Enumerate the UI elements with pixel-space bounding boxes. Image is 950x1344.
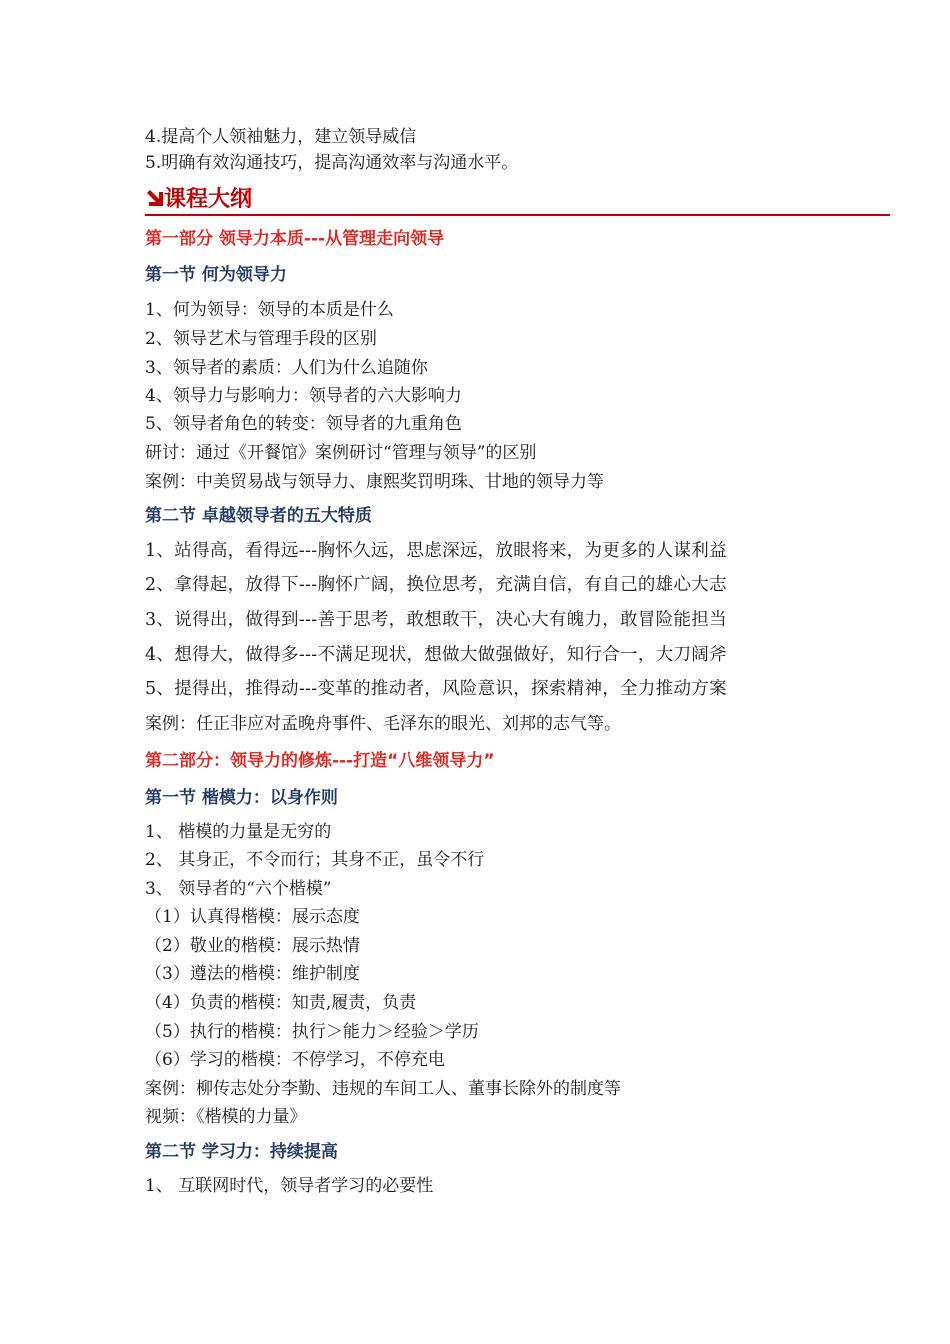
intro-item: 4.提高个人领袖魅力，建立领导威信 [145,127,417,147]
list-item: （5）执行的楷模：执行＞能力＞经验＞学历 [145,1022,479,1042]
list-item: 3、说得出，做得到---善于思考，敢想敢干，决心大有魄力，敢冒险能担当 [145,610,727,630]
list-item: （6）学习的楷模：不停学习，不停充电 [145,1050,445,1070]
list-item: 5、领导者角色的转变：领导者的九重角色 [145,414,462,434]
list-item: 1、何为领导：领导的本质是什么 [145,300,394,320]
list-item: 2、 其身正，不令而行；其身不正，虽令不行 [145,850,485,870]
list-item: （2）敬业的楷模：展示热情 [145,936,360,956]
list-item: 案例：任正非应对孟晚舟事件、毛泽东的眼光、刘邦的志气等。 [145,714,621,734]
intro-item: 5.明确有效沟通技巧，提高沟通效率与沟通水平。 [145,153,519,173]
section-title: 第一节 何为领导力 [145,265,287,285]
section-title: 第一节 楷模力：以身作则 [145,788,338,808]
list-item: 4、领导力与影响力：领导者的六大影响力 [145,386,462,406]
list-item: 1、 互联网时代，领导者学习的必要性 [145,1176,434,1196]
list-item: 3、 领导者的“六个楷模” [145,879,332,899]
section-title: 第二节 卓越领导者的五大特质 [145,506,372,526]
list-item: 3、领导者的素质：人们为什么追随你 [145,358,428,378]
list-item: 2、拿得起，放得下---胸怀广阔，换位思考，充满自信，有自己的雄心大志 [145,575,727,595]
list-item: 案例：中美贸易战与领导力、康熙奖罚明珠、甘地的领导力等 [145,472,604,492]
list-item: 研讨：通过《开餐馆》案例研讨“管理与领导”的区别 [145,443,537,463]
list-item: 1、 楷模的力量是无穷的 [145,822,332,842]
part-title: 第一部分 领导力本质---从管理走向领导 [145,229,445,249]
outline-heading [145,186,890,216]
list-item: （3）遵法的楷模：维护制度 [145,964,360,984]
list-item: 视频：《楷模的力量》 [145,1107,307,1127]
list-item: （4）负责的楷模：知责,履责，负责 [145,993,417,1013]
list-item: 2、领导艺术与管理手段的区别 [145,329,377,349]
section-title: 第二节 学习力：持续提高 [145,1142,338,1162]
arrow-down-right-icon [145,188,165,210]
list-item: 4、想得大，做得多---不满足现状，想做大做强做好，知行合一，大刀阔斧 [145,645,727,665]
list-item: 5、提得出，推得动---变革的推动者，风险意识，探索精神，全力推动方案 [145,679,727,699]
part-title: 第二部分：领导力的修炼---打造“八维领导力” [145,751,495,771]
list-item: 1、站得高，看得远---胸怀久远，思虑深远，放眼将来，为更多的人谋利益 [145,541,727,561]
list-item: 案例：柳传志处分李勤、违规的车间工人、董事长除外的制度等 [145,1079,621,1099]
list-item: （1）认真得楷模：展示态度 [145,907,360,927]
outline-heading-text: 课程大纲 [164,187,253,212]
